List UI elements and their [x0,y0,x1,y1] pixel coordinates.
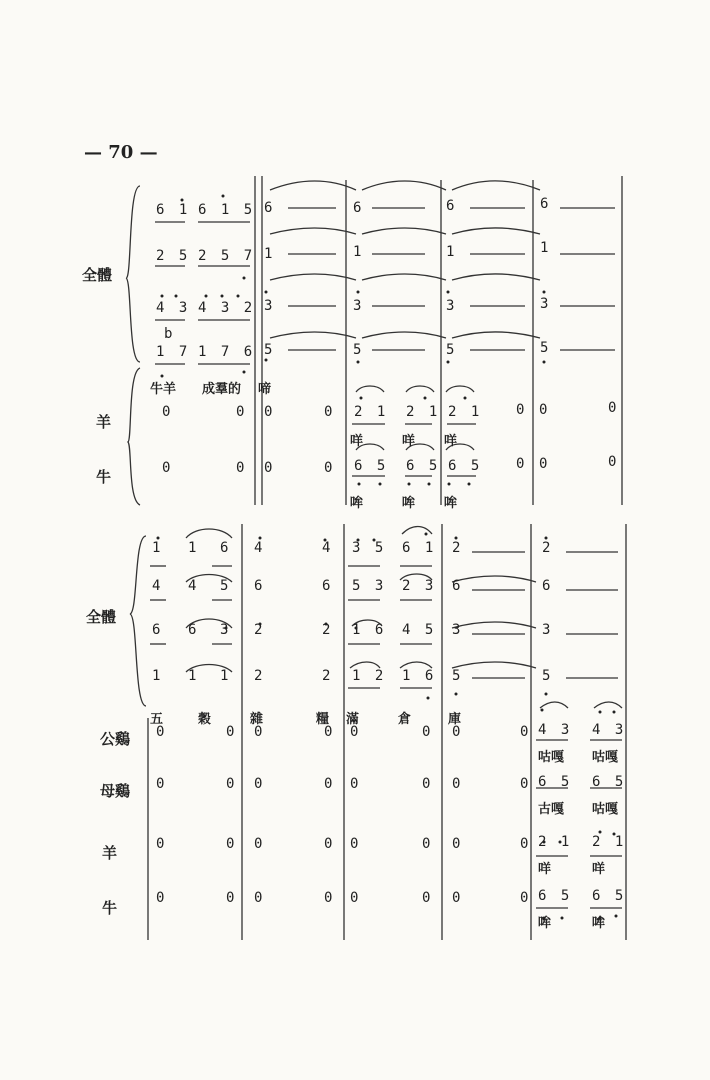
s2-sheep-notes-n2: 2 1 [592,834,627,850]
s1-r1-m6: 6 [540,196,552,212]
s2-cow-rest-6: 0 [422,890,431,906]
s2-tutti-r3-f: 1 6 [352,622,387,638]
s2-rooster-word-w2: 咕嘎 [592,750,619,765]
s2-sheep-notes-n1: 2 1 [538,834,573,850]
s1-r3-m6: 3 [540,296,552,312]
s1-r1-m1: 6 1 [156,202,191,218]
s2-tutti-r3-c: 3 [220,622,232,638]
s1-r2-m5: 1 [446,244,458,260]
s1-r3-m5: 3 [446,298,458,314]
s2-sheep-rest-7: 0 [452,836,461,852]
s2-lyric-7: 庫 [448,712,462,727]
label-tutti-1: 全體 [82,266,113,284]
s2-cow-word-w1: 哞 [538,916,552,931]
s1-sheep-word-1: 咩 [350,434,364,449]
s1-cow-word-1: 哞 [350,496,364,511]
s2-tutti-r4-e: 2 [322,668,334,684]
s2-rooster-rest-6: 0 [422,724,431,740]
s1-r4-m4: 5 [353,342,365,358]
s1-r4-m1: 1 7 [156,344,191,360]
s2-tutti-r3-i: 3 [542,622,554,638]
s2-hen-rest-3: 0 [254,776,263,792]
s1-lyric-1: 牛羊 [150,382,177,397]
s2-tutti-r1-d: 4 [254,540,266,556]
s2-hen-rest-7: 0 [452,776,461,792]
s2-tutti-r2-g: 2 3 [402,578,437,594]
s1-r3-m4: 3 [353,298,365,314]
s2-tutti-r3-g: 4 5 [402,622,437,638]
s1-cow-f: 0 [516,456,525,472]
label-sheep-2: 羊 [102,844,118,862]
s2-tutti-r4-f: 1 2 [352,668,387,684]
s2-tutti-r3-b: 6 [188,622,200,638]
s2-sheep-rest-3: 0 [254,836,263,852]
s2-tutti-r3-h: 3 [452,622,464,638]
s1-lyric-2: 成羣的 [202,382,242,397]
s1-r2-m3: 1 [264,246,276,262]
s1-r2-m1: 2 5 [156,248,191,264]
s1-r4-m5: 5 [446,342,458,358]
s2-rooster-rest-1: 0 [156,724,165,740]
s1-lyric-3: 啼 [258,382,272,397]
s2-hen-notes-n2: 6 5 [592,774,627,790]
s1-cow-word-3: 哞 [444,496,458,511]
s2-hen-notes-n1: 6 5 [538,774,573,790]
s2-tutti-r3-d: 2 [254,622,266,638]
s2-sheep-rest-2: 0 [226,836,235,852]
s2-tutti-r4-h: 5 [452,668,464,684]
s1-sheep-d: 0 [324,404,333,420]
s2-sheep-rest-8: 0 [520,836,529,852]
s2-cow-rest-4: 0 [324,890,333,906]
label-cow-1: 牛 [96,468,112,486]
s2-tutti-r4-a: 1 [152,668,164,684]
s2-tutti-r3-e: 2 [322,622,334,638]
s2-rooster-rest-2: 0 [226,724,235,740]
s2-sheep-rest-5: 0 [350,836,359,852]
s2-hen-rest-5: 0 [350,776,359,792]
s2-tutti-r2-a: 4 [152,578,164,594]
s1-r1-m3: 6 [264,200,276,216]
s2-tutti-r2-h: 6 [452,578,464,594]
s2-hen-rest-8: 0 [520,776,529,792]
s2-cow-rest-7: 0 [452,890,461,906]
s2-tutti-r4-b: 1 [188,668,200,684]
s1-cow-a: 0 [162,460,171,476]
s1-sheep-word-3: 咩 [444,434,458,449]
s2-tutti-r1-c: 6 [220,540,232,556]
s2-sheep-rest-4: 0 [324,836,333,852]
s2-tutti-r1-f: 3 5 [352,540,387,556]
s2-tutti-r4-d: 2 [254,668,266,684]
s2-cow-rest-8: 0 [520,890,529,906]
s2-lyric-2: 穀 [198,712,212,727]
s1-r3-m2: 4 3 2 [198,300,256,316]
s2-lyric-4: 糧 [316,712,330,727]
s1-r4-m2: 1 7 6 [198,344,256,360]
s2-tutti-r1-g: 6 1 [402,540,437,556]
s1-sheep-h: 0 [608,400,617,416]
s2-tutti-r2-b: 4 [188,578,200,594]
s2-cow-rest-2: 0 [226,890,235,906]
s1-cow-c: 0 [264,460,273,476]
s1-sheep-e3: 2 1 [448,404,483,420]
s2-tutti-r1-i: 2 [542,540,554,556]
s2-tutti-r4-c: 1 [220,668,232,684]
s2-rooster-rest-7: 0 [452,724,461,740]
s2-tutti-r1-h: 2 [452,540,464,556]
s1-sheep-e1: 2 1 [354,404,389,420]
s2-tutti-r3-a: 6 [152,622,164,638]
s2-tutti-r1-a: 1 [152,540,164,556]
s1-sheep-g: 0 [539,402,548,418]
s1-cow-e3: 6 5 [448,458,483,474]
s2-rooster-rest-8: 0 [520,724,529,740]
s1-cow-e2: 6 5 [406,458,441,474]
label-hen: 母鷄 [100,782,131,800]
s2-cow-rest-3: 0 [254,890,263,906]
label-sheep-1: 羊 [96,413,112,431]
s2-cow-notes-n1: 6 5 [538,888,573,904]
s2-rooster-rest-5: 0 [350,724,359,740]
s1-cow-g: 0 [539,456,548,472]
s2-rooster-rest-3: 0 [254,724,263,740]
s1-cow-h: 0 [608,454,617,470]
s2-cow-rest-1: 0 [156,890,165,906]
s2-rooster-notes-n1: 4 3 [538,722,573,738]
s2-sheep-word-w1: 咩 [538,862,552,877]
s2-lyric-5: 滿 [346,712,360,727]
s2-tutti-r1-b: 1 [188,540,200,556]
s2-tutti-r4-i: 5 [542,668,554,684]
s1-cow-e1: 6 5 [354,458,389,474]
s2-sheep-word-w2: 咩 [592,862,606,877]
s1-sheep-c: 0 [264,404,273,420]
page-number: — 70 — [84,142,158,163]
s1-sheep-word-2: 咩 [402,434,416,449]
s1-r1-m4: 6 [353,200,365,216]
s1-r2-m2: 2 5 7 [198,248,256,264]
s2-tutti-r2-d: 6 [254,578,266,594]
s1-r2-m6: 1 [540,240,552,256]
s2-tutti-r1-e: 4 [322,540,334,556]
s1-cow-d: 0 [324,460,333,476]
s1-sheep-a: 0 [162,404,171,420]
s1-r4-m3: 5 [264,342,276,358]
s2-tutti-r2-i: 6 [542,578,554,594]
s2-rooster-word-w1: 咕嘎 [538,750,565,765]
s1-sheep-b: 0 [236,404,245,420]
s2-hen-rest-4: 0 [324,776,333,792]
s2-hen-rest-1: 0 [156,776,165,792]
s1-cow-b: 0 [236,460,245,476]
s1-r1-m5: 6 [446,198,458,214]
s2-rooster-notes-n2: 4 3 [592,722,627,738]
s1-cow-word-2: 哞 [402,496,416,511]
s2-tutti-r4-g: 1 6 [402,668,437,684]
s2-tutti-r2-c: 5 [220,578,232,594]
s1-sheep-e2: 2 1 [406,404,441,420]
s2-tutti-r2-f: 5 3 [352,578,387,594]
s2-tutti-r2-e: 6 [322,578,334,594]
s1-r3-m1: 4 3 [156,300,191,316]
s2-hen-rest-2: 0 [226,776,235,792]
s1-r1-m2: 6 1 5 [198,202,256,218]
s2-hen-word-w2: 咕嘎 [592,802,619,817]
s2-hen-word-w1: 古嘎 [538,802,565,817]
s2-sheep-rest-1: 0 [156,836,165,852]
label-rooster: 公鷄 [100,730,131,748]
label-tutti-2: 全體 [86,608,117,626]
s2-rooster-rest-4: 0 [324,724,333,740]
s1-r2-m4: 1 [353,244,365,260]
s1-r3-m3: 3 [264,298,276,314]
s2-lyric-6: 倉 [398,712,412,727]
s2-sheep-rest-6: 0 [422,836,431,852]
s2-cow-rest-5: 0 [350,890,359,906]
s2-hen-rest-6: 0 [422,776,431,792]
s2-cow-word-w2: 哞 [592,916,606,931]
s1-sheep-f: 0 [516,402,525,418]
label-cow-2: 牛 [102,899,118,917]
s2-lyric-1: 五 [150,712,164,727]
s2-lyric-3: 雜 [250,712,264,727]
s2-cow-notes-n2: 6 5 [592,888,627,904]
flat-sign: b [164,326,173,342]
s1-r4-m6: 5 [540,340,552,356]
